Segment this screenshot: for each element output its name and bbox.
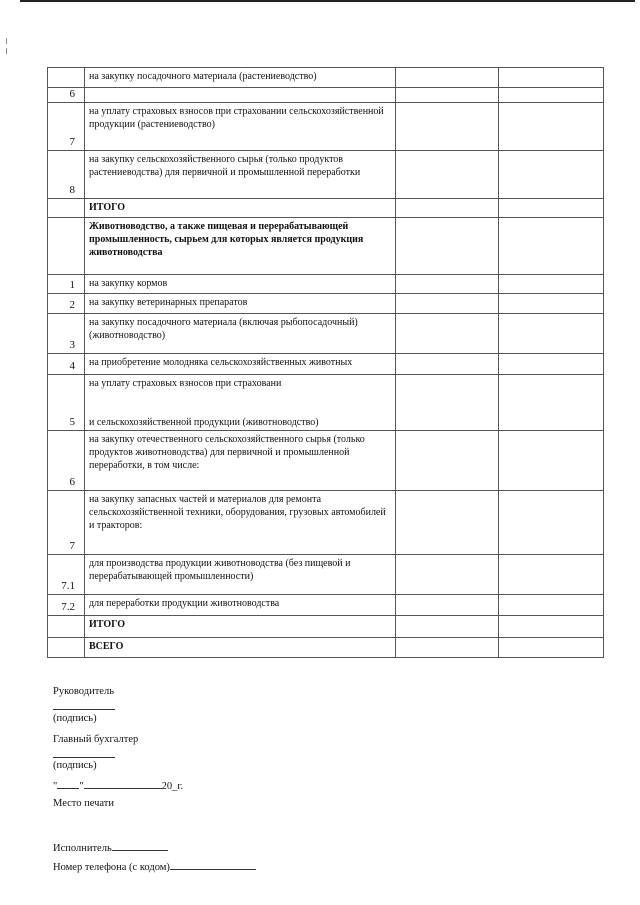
value-cell[interactable] <box>499 491 604 555</box>
row-number <box>48 616 85 638</box>
value-cell[interactable] <box>499 638 604 658</box>
table-row <box>48 68 604 88</box>
value-cell[interactable] <box>396 68 499 88</box>
value-cell[interactable] <box>396 275 499 294</box>
table-row <box>48 354 604 375</box>
row-description: на закупку кормов <box>85 275 396 294</box>
date-quote-close: " <box>79 781 84 792</box>
row-description: Животноводство, а также пищевая и перерабатывающей промышленность, сырьем для которых является продукция животноводства <box>85 218 396 275</box>
phone-line <box>53 859 256 873</box>
value-cell[interactable] <box>499 199 604 218</box>
table-row <box>48 638 604 658</box>
margin-mark <box>6 38 7 44</box>
value-cell[interactable] <box>499 68 604 88</box>
row-description: для переработки продукции животноводства <box>85 595 396 616</box>
table-row <box>48 314 604 354</box>
row-number: 7.1 <box>48 555 85 595</box>
row-number <box>48 68 85 88</box>
value-cell[interactable] <box>499 294 604 314</box>
row-number <box>48 218 85 275</box>
row-description: на приобретение молодняка сельскохозяйственных животных <box>85 354 396 375</box>
row-description: на закупку сельскохозяйственного сырья (только продуктов растениеводства) для первичной и промышленной переработки <box>85 151 396 199</box>
value-cell[interactable] <box>499 103 604 151</box>
value-cell[interactable] <box>396 314 499 354</box>
row-number: 7 <box>48 491 85 555</box>
value-cell[interactable] <box>499 275 604 294</box>
value-cell[interactable] <box>396 294 499 314</box>
table-row <box>48 294 604 314</box>
row-number: 2 <box>48 294 85 314</box>
value-cell[interactable] <box>396 375 499 431</box>
date-line <box>53 778 183 792</box>
row-number: 3 <box>48 314 85 354</box>
head-label: Руководитель <box>53 686 114 697</box>
phone-blank[interactable] <box>170 859 256 870</box>
value-cell[interactable] <box>499 354 604 375</box>
table-row <box>48 595 604 616</box>
executor-line <box>53 840 168 854</box>
date-month-blank[interactable] <box>84 778 162 789</box>
accountant-signature-line[interactable] <box>53 757 115 758</box>
row-description: на закупку ветеринарных препаратов <box>85 294 396 314</box>
row-number: 1 <box>48 275 85 294</box>
table-row <box>48 431 604 491</box>
value-cell[interactable] <box>396 199 499 218</box>
date-quote-open: " <box>53 781 58 792</box>
row-description: на закупку отечественного сельскохозяйственного сырья (только продуктов животноводства) для первичной и промышленной переработки, в том числе: <box>85 431 396 491</box>
row-description: ИТОГО <box>85 199 396 218</box>
date-year: 20_г. <box>161 781 184 792</box>
value-cell[interactable] <box>396 555 499 595</box>
value-cell[interactable] <box>396 638 499 658</box>
table-row <box>48 275 604 294</box>
value-cell[interactable] <box>396 88 499 103</box>
table-row <box>48 103 604 151</box>
row-description: на закупку посадочного материала (растениеводство) <box>85 68 396 88</box>
row-number: 5 <box>48 375 85 431</box>
accountant-signature-caption: (подпись) <box>53 760 97 771</box>
page-top-border <box>20 0 635 2</box>
row-description: ВСЕГО <box>85 638 396 658</box>
accountant-label: Главный бухгалтер <box>53 734 139 745</box>
table-row <box>48 218 604 275</box>
margin-mark <box>6 48 7 54</box>
value-cell[interactable] <box>499 555 604 595</box>
date-day-blank[interactable] <box>57 778 79 789</box>
executor-blank[interactable] <box>112 840 168 851</box>
table-row <box>48 151 604 199</box>
head-signature-line[interactable] <box>53 709 115 710</box>
stamp-place: Место печати <box>53 798 115 809</box>
report-table <box>47 67 604 658</box>
row-number: 4 <box>48 354 85 375</box>
phone-label: Номер телефона (с кодом) <box>53 862 170 873</box>
value-cell[interactable] <box>396 491 499 555</box>
row-number: 6 <box>48 431 85 491</box>
value-cell[interactable] <box>396 616 499 638</box>
table-row <box>48 616 604 638</box>
table-row <box>48 88 604 103</box>
row-description <box>85 88 396 103</box>
row-description: на закупку посадочного материала (включая рыбопосадочный) (животноводство) <box>85 314 396 354</box>
value-cell[interactable] <box>499 151 604 199</box>
value-cell[interactable] <box>396 354 499 375</box>
table-row <box>48 555 604 595</box>
value-cell[interactable] <box>396 218 499 275</box>
row-number: 7 <box>48 103 85 151</box>
row-description: для производства продукции животноводства (без пищевой и перерабатывающей промышленности) <box>85 555 396 595</box>
row-number: 8 <box>48 151 85 199</box>
value-cell[interactable] <box>499 218 604 275</box>
row-number: 6 <box>48 88 85 103</box>
row-description: на уплату страховых взносов при страховании сельскохозяйственной продукции (растениеводство) <box>85 103 396 151</box>
executor-label: Исполнитель <box>53 843 112 854</box>
value-cell[interactable] <box>499 595 604 616</box>
row-description: ИТОГО <box>85 616 396 638</box>
value-cell[interactable] <box>499 314 604 354</box>
row-number <box>48 638 85 658</box>
head-signature-caption: (подпись) <box>53 713 97 724</box>
value-cell[interactable] <box>396 431 499 491</box>
value-cell[interactable] <box>499 431 604 491</box>
value-cell[interactable] <box>499 375 604 431</box>
value-cell[interactable] <box>499 616 604 638</box>
table-row <box>48 491 604 555</box>
value-cell[interactable] <box>396 595 499 616</box>
value-cell[interactable] <box>499 88 604 103</box>
value-cell[interactable] <box>396 151 499 199</box>
value-cell[interactable] <box>396 103 499 151</box>
table-row <box>48 375 604 431</box>
row-number <box>48 199 85 218</box>
row-description: на уплату страховых взносов при страховани и сельскохозяйственной продукции (животноводство) <box>85 375 396 431</box>
table-row <box>48 199 604 218</box>
row-number: 7.2 <box>48 595 85 616</box>
row-description: на закупку запасных частей и материалов для ремонта сельскохозяйственной техники, оборудования, грузовых автомобилей и тракторов: <box>85 491 396 555</box>
